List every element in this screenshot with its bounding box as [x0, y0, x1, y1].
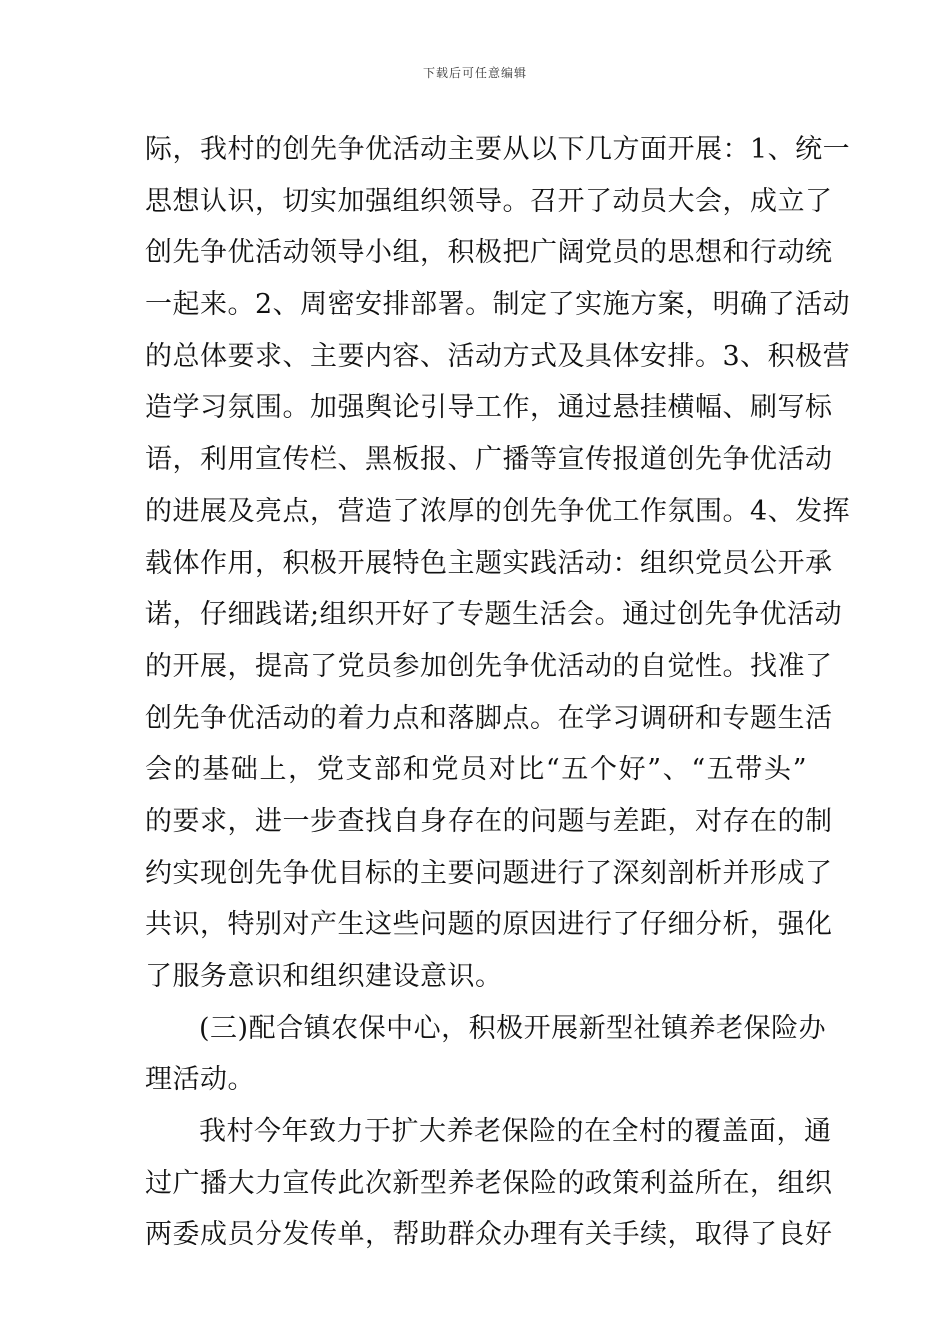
text-line: 语，利用宣传栏、黑板报、广播等宣传报道创先争优活动 [145, 444, 833, 476]
document-body [145, 124, 851, 1261]
page-header-note: 下载后可任意编辑 [422, 66, 527, 80]
text-line: 一起来。2、周密安排部署。制定了实施方案，明确了活动 [145, 289, 851, 321]
text-line: 载体作用，积极开展特色主题实践活动：组织党员公开承 [145, 547, 833, 579]
text-line: 约实现创先争优目标的主要问题进行了深刻剖析并形成了 [145, 857, 833, 889]
paragraph-start-line: 我村今年致力于扩大养老保险的在全村的覆盖面，通 [199, 1116, 832, 1148]
paragraph-end-line: 了服务意识和组织建设意识。 [145, 961, 503, 992]
text-line: 共识，特别对产生这些问题的原因进行了仔细分析，强化 [145, 909, 833, 941]
text-line: 会的基础上，党支部和党员对比“五个好”、“五带头” [145, 754, 807, 786]
section-heading-end-line: 理活动。 [145, 1064, 255, 1096]
text-line: 过广播大力宣传此次新型养老保险的政策利益所在，组织 [145, 1167, 833, 1199]
section-heading-line: (三)配合镇农保中心，积极开展新型社镇养老保险办 [199, 1012, 827, 1044]
text-line: 创先争优活动领导小组，积极把广阔党员的思想和行动统 [145, 237, 833, 269]
text-line: 的总体要求、主要内容、活动方式及具体安排。3、积极营 [145, 340, 851, 372]
text-line: 际，我村的创先争优活动主要从以下几方面开展：1、统一 [145, 134, 851, 165]
text-line: 思想认识，切实加强组织领导。召开了动员大会，成立了 [145, 185, 833, 217]
text-line: 的要求，进一步查找自身存在的问题与差距，对存在的制 [145, 805, 833, 837]
text-line: 诺，仔细践诺;组织开好了专题生活会。通过创先争优活动 [145, 599, 843, 631]
text-line: 造学习氛围。加强舆论引导工作，通过悬挂横幅、刷写标 [145, 392, 833, 424]
text-line: 创先争优活动的着力点和落脚点。在学习调研和专题生活 [145, 702, 833, 734]
text-line: 的开展，提高了党员参加创先争优活动的自觉性。找准了 [145, 650, 833, 682]
text-line: 两委成员分发传单，帮助群众办理有关手续，取得了良好 [145, 1219, 833, 1251]
text-line: 的进展及亮点，营造了浓厚的创先争优工作氛围。4、发挥 [145, 495, 851, 527]
